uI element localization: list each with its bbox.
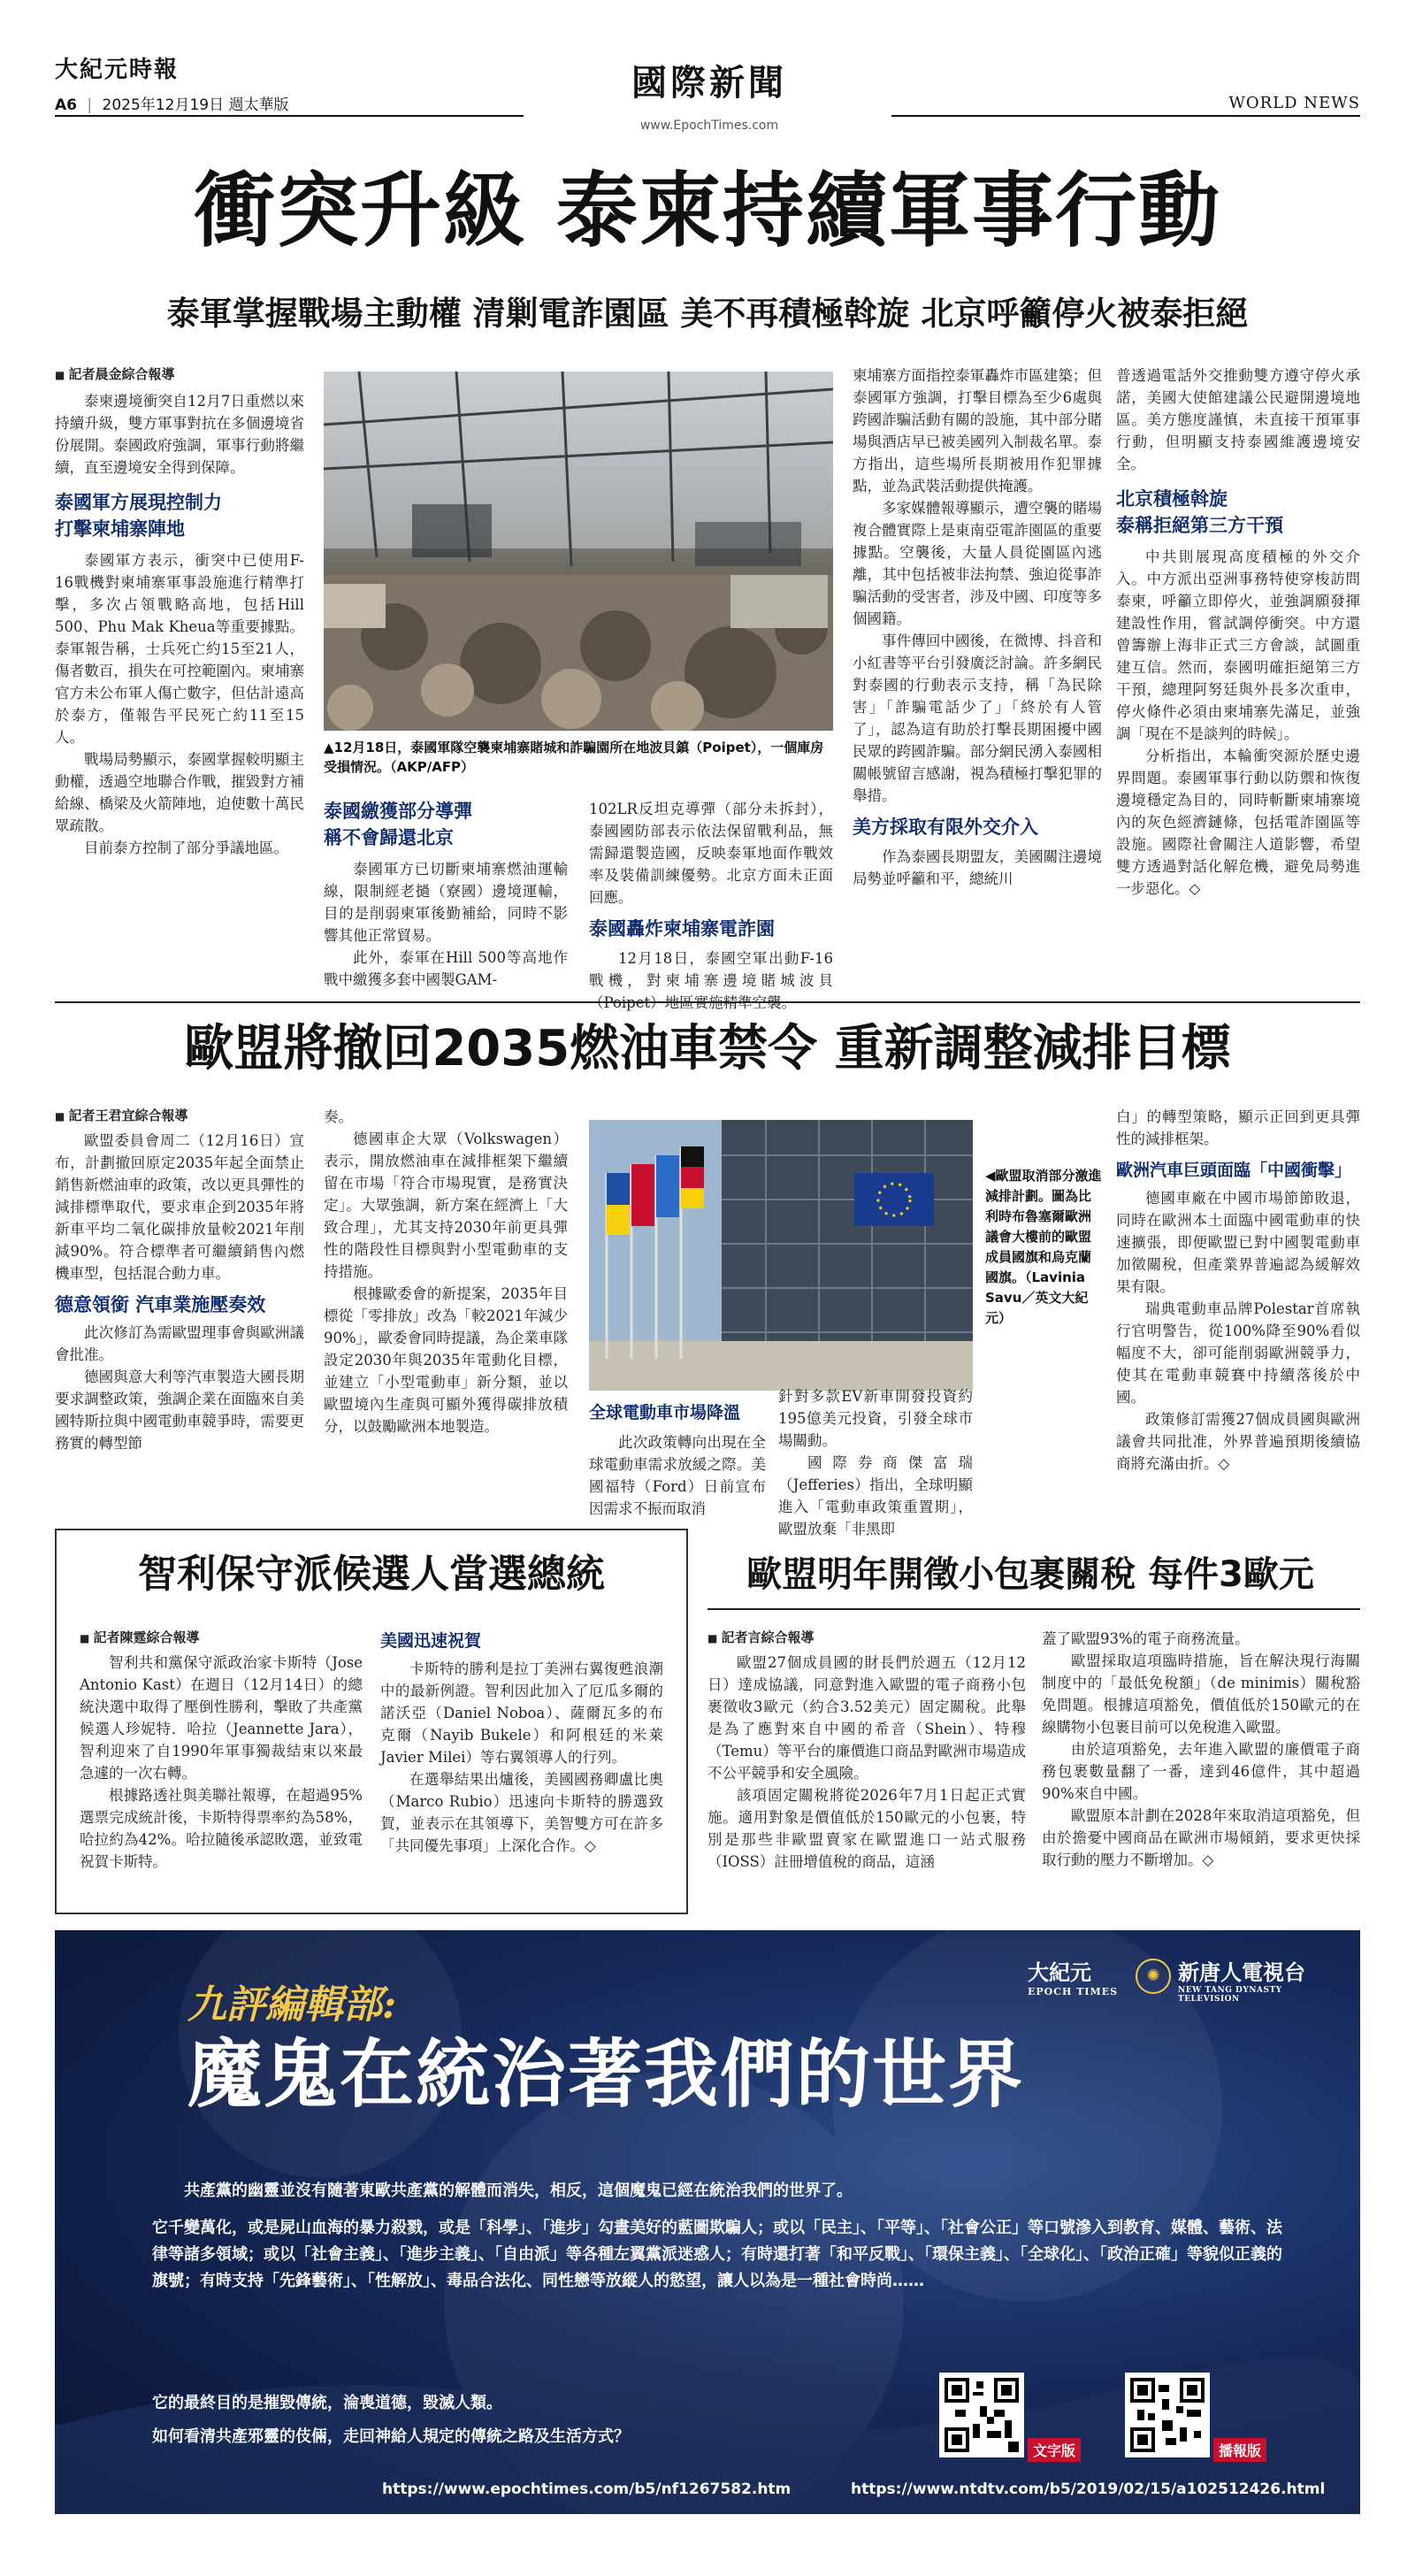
eu-byline: ■ 記者王君宜綜合報導 — [55, 1106, 304, 1126]
nine-commentaries-ad — [55, 1930, 1360, 2514]
tax-rule — [708, 1608, 1360, 1610]
tax-paragraph: 歐盟原本計劃在2028年來取消這項豁免，但由於擔憂中國商品在歐洲市場傾銷，要求更快採取行動的壓力不斷增加。◇ — [1042, 1807, 1360, 1868]
ad-line: 共產黨的幽靈並沒有隨著東歐共產黨的解體而消失，相反，這個魔鬼已經在統治我們的世界了。 — [184, 2181, 853, 2200]
eu-paragraph: 奏。 — [324, 1108, 353, 1125]
ad-line: 它千變萬化，或是屍山血海的暴力殺戮，或是「科學」、「進步」勾畫美好的藍圖欺騙人；或以「民主」、「平等」、「社會公正」等口號滲入到教育、媒體、藝術、法律等諸多領域；或以「社會主義」、「進步主義」、「自由派」等各種左翼黨派迷惑人；有時還打著「和平反戰」、「環保主義」、「全球化」、「政治正確」等貌似正義的旗號；有時支持「先鋒藝術」、「性解放」、毒品合法化、同性戀等放縱人的慾望，讓人以為是一種社會時尚…… — [152, 2219, 1282, 2290]
thai-col2 — [324, 798, 568, 991]
thai-intro: 泰柬邊境衝突自12月7日重燃以來持續升級，雙方軍事對抗在多個邊境省份展開。泰國政府強調，軍事行動將繼續，直至邊境安全得到保障。 — [55, 393, 304, 476]
masthead-rule — [55, 115, 524, 117]
thai-paragraph: 目前泰方控制了部分爭議地區。 — [84, 840, 288, 856]
eu-subhead-2: 全球電動車市場降溫 — [589, 1403, 741, 1422]
eu-paragraph: 瑞典電動車品牌Polestar首席執行官明警告，從100%降至90%看似幅度不大，卻可能削弱歐洲競爭力，使其在電動車競賽中持續落後於中國。 — [1116, 1300, 1360, 1406]
thai-paragraph: 普透過電話外交推動雙方遵守停火承諾，美國大使館建議公民避開邊境地區。美方態度謹慎，未直接干預軍事行動，但明顯支持泰國維護邊境安全。 — [1116, 367, 1360, 472]
thai-paragraph: 中共則展現高度積極的外交介入。中方派出亞洲事務特使穿梭訪問泰柬，呼籲立即停火，並強調願發揮建設性作用，嘗試調停衝突。中方還曾籌辦上海非正式三方會談，試圖重建互信。然而，泰國明確拒絕第三方干預，總理阿努廷與外長多次重申，停火條件必須由柬埔寨先滿足，並強調「現在不是談判的時候」。 — [1116, 548, 1360, 742]
page-info: A6 | 2025年12月19日 週太華版 — [55, 96, 289, 114]
eu-col3 — [589, 1399, 766, 1520]
eu-paragraph: 德國車廠在中國市場節節敗退，同時在歐洲本土面臨中國電動車的快速擴張，即便歐盟已對中國製電動車加徵關稅，但產業界普遍認為緩解效果有限。 — [1116, 1190, 1360, 1295]
chile-paragraph: 卡斯特的勝利是拉丁美洲右翼復甦浪潮中的最新例證。智利因此加入了厄瓜多爾的諾沃亞（Daniel Noboa）、薩爾瓦多的布克爾（Nayib Bukele）和阿根廷的米萊 Javier Milei）等右翼領導人的行列。 — [380, 1660, 663, 1766]
tax-paragraph: 歐盟採取這項臨時措施，旨在解決現行海關制度中的「最低免稅額」（de minimis）關稅豁免問題。根據這項豁免，價值低於150歐元的在線購物小包裹目前可以免稅進入歐盟。 — [1042, 1652, 1360, 1736]
eu-col4 — [778, 1385, 973, 1540]
chile-paragraph: 根據路透社與美聯社報導，在超過95%選票完成統計後，卡斯特得票率約為58%，哈拉約為42%。哈拉隨後承認敗選，並致電祝賀卡斯特。 — [80, 1787, 363, 1870]
newspaper-logo: 大紀元時報 — [55, 57, 180, 83]
eu-paragraph: 政策修訂需獲27個成員國與歐洲議會共同批准，外界普遍預期後續協商將充滿由折。◇ — [1116, 1411, 1360, 1472]
chile-paragraph: 智利共和黨保守派政治家卡斯特（Jose Antonio Kast）在週日（12月14日）的總統決選中取得了壓倒性勝利，擊敗了共產黨候選人珍妮特．哈拉（Jeannette Jara），智利迎來了自1990年軍事獨裁結束以來最急遽的一次右轉。 — [80, 1654, 363, 1782]
chile-paragraph: 在選舉結果出爐後，美國國務卿盧比奧（Marco Rubio）迅速向卡斯特的勝選致賀，並表示在其領導下，美智雙方可在許多「共同優先事項」上深化合作。◇ — [380, 1771, 663, 1854]
thai-subhead-4: 美方採取有限外交介入 — [853, 816, 1038, 838]
thai-col5 — [1116, 364, 1360, 900]
tax-paragraph: 歐盟27個成員國的財長們於週五（12月12日）達成協議，同意對進入歐盟的電子商務小包裹徵收3歐元（約合3.52美元）固定關稅。此舉是為了應對來自中國的希音（Shein）、特穆（Temu）等平台的廉價進口商品對歐洲市場造成不公平競爭和安全風險。 — [708, 1654, 1026, 1782]
ad-line: 它的最終目的是摧毀傳統，淪喪道德，毀滅人類。 — [152, 2394, 502, 2412]
eu-paragraph: 此次政策轉向出現在全球電動車需求放緩之際。美國福特（Ford）日前宣布因需求不振而取消 — [589, 1434, 766, 1517]
thai-col1 — [55, 364, 304, 859]
ad-logos — [1028, 1955, 1346, 2008]
masthead — [55, 51, 1360, 149]
tax-byline: ■ 記者言綜合報導 — [708, 1628, 1026, 1648]
tax-paragraph: 由於這項豁免，去年進入歐盟的廉價電子商務包裹數量翻了一番，達到46億件，其中超過90%來自中國。 — [1042, 1741, 1360, 1802]
section-divider — [55, 1001, 1360, 1003]
thai-paragraph: 泰國軍方表示，衝突中已使用F-16戰機對柬埔寨軍事設施進行精準打擊，多次占領戰略高地，包括Hill 500、Phu Mak Kheua等重要據點。泰軍報告稱，士兵死亡約15至21人，傷者數百，損失在可控範圍內。柬埔寨官方未公布軍人傷亡數字，但估計遠高於泰方，僅報告平民死亡約11至15人。 — [55, 552, 304, 746]
ad-title: 魔鬼在統治著我們的世界 — [187, 2030, 1025, 2118]
eu-col1 — [55, 1106, 304, 1454]
thai-subhead-2: 泰國繳獲部分導彈 稱不會歸還北京 — [324, 801, 472, 848]
eu-paragraph: 白」的轉型策略，顯示正回到更具彈性的減排框架。 — [1116, 1108, 1360, 1147]
tax-col2 — [1042, 1628, 1360, 1871]
thai-paragraph: 事件傳回中國後，在微博、抖音和小紅書等平台引發廣泛討論。許多網民對泰國的行動表示支持，稱「為民除害」「詐騙電話少了」「終於有人管了」，認為這有助於打擊長期困擾中國民眾的跨國詐騙。部分網民湧入泰國相關帳號留言感謝，視為積極打擊犯罪的舉措。 — [853, 632, 1102, 804]
eu-paragraph: 此次修訂為需歐盟理事會與歐洲議會批准。 — [55, 1324, 304, 1363]
ad-link-text[interactable]: https://www.epochtimes.com/b5/nf1267582.htm — [382, 2480, 792, 2498]
thai-paragraph: 作為泰國長期盟友，美國關注邊境局勢並呼籲和平，總統川 — [853, 848, 1102, 887]
eu-col2 — [324, 1106, 568, 1438]
tax-paragraph: 該項固定關稅將從2026年7月1日起正式實施。適用對象是價值低於150歐元的小包裹，特別是那些非歐盟賣家在歐盟進口一站式服務（IOSS）註冊增值稅的商品，這涵 — [708, 1787, 1026, 1870]
thai-paragraph: 柬埔寨方面指控泰軍轟炸市區建築；但泰國軍方強調，打擊目標為至少6處與跨國詐騙活動有關的設施，其中部分賭場與酒店早已被美國列入制裁名單。泰方指出，這些場所長期被用作犯罪據點，並為武裝活動提供掩護。 — [853, 367, 1102, 494]
epoch-times-logo: 大紀元 EPOCH TIMES — [1028, 1959, 1119, 1997]
masthead-rule — [891, 115, 1360, 117]
eu-col5 — [1116, 1106, 1360, 1475]
eu-paragraph: 歐盟委員會周二（12月16日）宣布，計劃撤回原定2035年起全面禁止銷售新燃油車的政策，改以更具彈性的減排標準取代，要求車企到2035年將新車平均二氧化碳排放量較2021年削減90%。符合標準者可繼續銷售內燃機車型，包括混合動力車。 — [55, 1132, 304, 1282]
qr-code-broadcast-version[interactable] — [1125, 2373, 1210, 2457]
thai-paragraph: 分析指出，本輪衝突源於歷史邊界問題。泰國軍事行動以防禦和恢復邊境穩定為目的，同時斬斷柬埔寨境內的灰色經濟鏈條，包括電詐園區等設施。國際社會關注人道影響，希望雙方透過對話化解危機，避免局勢進一步惡化。◇ — [1116, 748, 1360, 897]
ad-kicker: 九評編輯部: — [187, 1982, 397, 2028]
qr-code-text-version[interactable] — [939, 2373, 1024, 2457]
eu-paragraph: 國際券商傑富瑞（Jefferies）指出，全球明顯進入「電動車政策重置期」，歐盟放棄「非黑即 — [778, 1454, 973, 1537]
eu-photo-caption: ◀歐盟取消部分激進減排計劃。圖為比利時布魯塞爾歐洲議會大樓前的歐盟成員國旗和烏克蘭國旗。（Lavinia Savu／英文大紀元） — [985, 1168, 1102, 1326]
ad-link-broadcast[interactable]: https://www.ntdtv.com/b5/2019/02/15/a102512426.html — [851, 2480, 1326, 2498]
thai-photo-caption: ▲12月18日，泰國軍隊空襲柬埔寨賭城和詐騙園所在地波貝鎮（Poipet），一個庫房受損情況。（AKP/AFP） — [324, 740, 824, 775]
eu-paragraph: 德國車企大眾（Volkswagen）表示，開放燃油車在減排框架下繼續留在市場「符合市場現實，是務實決定」。大眾強調，新方案在經濟上「大致合理」，尤其支持2030年前更具彈性的階段性目標與對小型電動車的支持措施。 — [324, 1131, 568, 1280]
ad-body — [152, 2178, 1284, 2295]
thai-subheadline: 泰軍掌握戰場主動權 清剿電詐園區 美不再積極斡旋 北京呼籲停火被泰拒絕 — [166, 295, 1249, 333]
thai-byline: ■ 記者晨金綜合報導 — [55, 364, 304, 385]
thai-col3 — [589, 798, 833, 1014]
qr-label-broadcast: 播報版 — [1213, 2438, 1266, 2462]
ntd-logo: 新唐人電視台 NEW TANG DYNASTY TELEVISION — [1178, 1959, 1305, 2004]
tax-paragraph: 蓋了歐盟93%的電子商務流量。 — [1042, 1630, 1250, 1647]
thai-col4 — [853, 364, 1102, 890]
chile-headline: 智利保守派候選人當選總統 — [138, 1552, 605, 1597]
eu-parliament-flags-photo — [589, 1120, 973, 1391]
thai-paragraph: 戰場局勢顯示，泰國掌握較明顯主動權，透過空地聯合作戰，摧毀對方補給線、橋梁及火箭陣地，迫使數十萬民眾疏散。 — [55, 751, 304, 834]
qr-label-text: 文字版 — [1028, 2438, 1081, 2462]
section-title-en: WORLD NEWS — [1228, 94, 1360, 112]
eu-paragraph: 德國與意大利等汽車製造大國長期要求調整政策，強調企業在面臨來自美國特斯拉與中國電動車競爭時，需要更務實的轉型節 — [55, 1368, 304, 1452]
site-url: www.EpochTimes.com — [639, 119, 779, 133]
thai-paragraph: 此外，泰軍在Hill 500等高地作戰中繳獲多套中國製GAM- — [324, 949, 568, 988]
page-number: A6 — [55, 96, 77, 114]
thai-photo-poipet-warehouse — [324, 372, 833, 731]
thai-subhead-3: 泰國轟炸柬埔寨電詐園 — [589, 918, 775, 939]
eu-paragraph: 針對多款EV新車開發投資約195億美元投資，引發全球市場關動。 — [778, 1388, 973, 1449]
ad-line: 如何看清共產邪靈的伎倆，走回神給人規定的傳統之路及生活方式？ — [152, 2427, 630, 2446]
thai-paragraph: 102LR反坦克導彈（部分未拆封），泰國國防部表示依法保留戰利品，無需歸還製造國，反映泰軍地面作戰效率及裝備訓練優勢。北京方面未正面回應。 — [589, 801, 833, 906]
chile-byline: ■ 記者陳霆綜合報導 — [80, 1628, 363, 1648]
eu-subhead-3: 歐洲汽車巨頭面臨「中國衝擊」 — [1116, 1161, 1352, 1180]
thai-subhead-5: 北京積極斡旋 泰稱拒絕第三方干預 — [1116, 488, 1283, 536]
thai-paragraph: 12月18日，泰國空軍出動F-16戰機，對柬埔寨邊境賭城波貝 — [589, 950, 833, 989]
thai-paragraph: 泰國軍方已切斷柬埔寨燃油運輸線，限制經老撾（寮國）邊境運輸，目的是削弱柬軍後勤補給，同時不影響其他正常貿易。 — [324, 861, 568, 944]
thai-headline: 衝突升級 泰柬持續軍事行動 — [193, 163, 1222, 258]
chile-col2 — [380, 1628, 663, 1857]
ntd-logo-icon: ✺ — [1136, 1959, 1171, 1994]
section-title: 國際新聞 — [631, 63, 787, 104]
chile-subhead: 美國迅速祝賀 — [380, 1631, 482, 1651]
chile-col1 — [80, 1628, 363, 1873]
thai-subhead-1: 泰國軍方展現控制力 打擊柬埔寨陣地 — [55, 492, 222, 540]
eu-paragraph: 根據歐委會的新提案，2035年目標從「零排放」改為「較2021年減少90%」，歐委會同時提議，為企業車隊設定2030年與2035年電動化目標，並建立「小型電動車」新分類，並以歐盟境內生產與可顯外獲得碳排放積分，以鼓勵歐洲本地製造。 — [324, 1285, 568, 1435]
issue-date: 2025年12月19日 週太華版 — [102, 96, 289, 114]
tax-col1 — [708, 1628, 1026, 1873]
eu-headline: 歐盟將撤回2035燃油車禁令 重新調整減排目標 — [184, 1020, 1231, 1077]
tax-headline: 歐盟明年開徵小包裹關稅 每件3歐元 — [746, 1554, 1314, 1595]
thai-paragraph: 多家媒體報導顯示，遭空襲的賭場複合體實際上是東南亞電詐園區的重要據點。空襲後，大量人員從園區內逃離，其中包括被非法拘禁、強迫從事詐騙活動的受害者，涉及中國、印度等多個國籍。 — [853, 500, 1102, 627]
eu-subhead-1: 德意領銜 汽車業施壓奏效 — [55, 1294, 266, 1315]
